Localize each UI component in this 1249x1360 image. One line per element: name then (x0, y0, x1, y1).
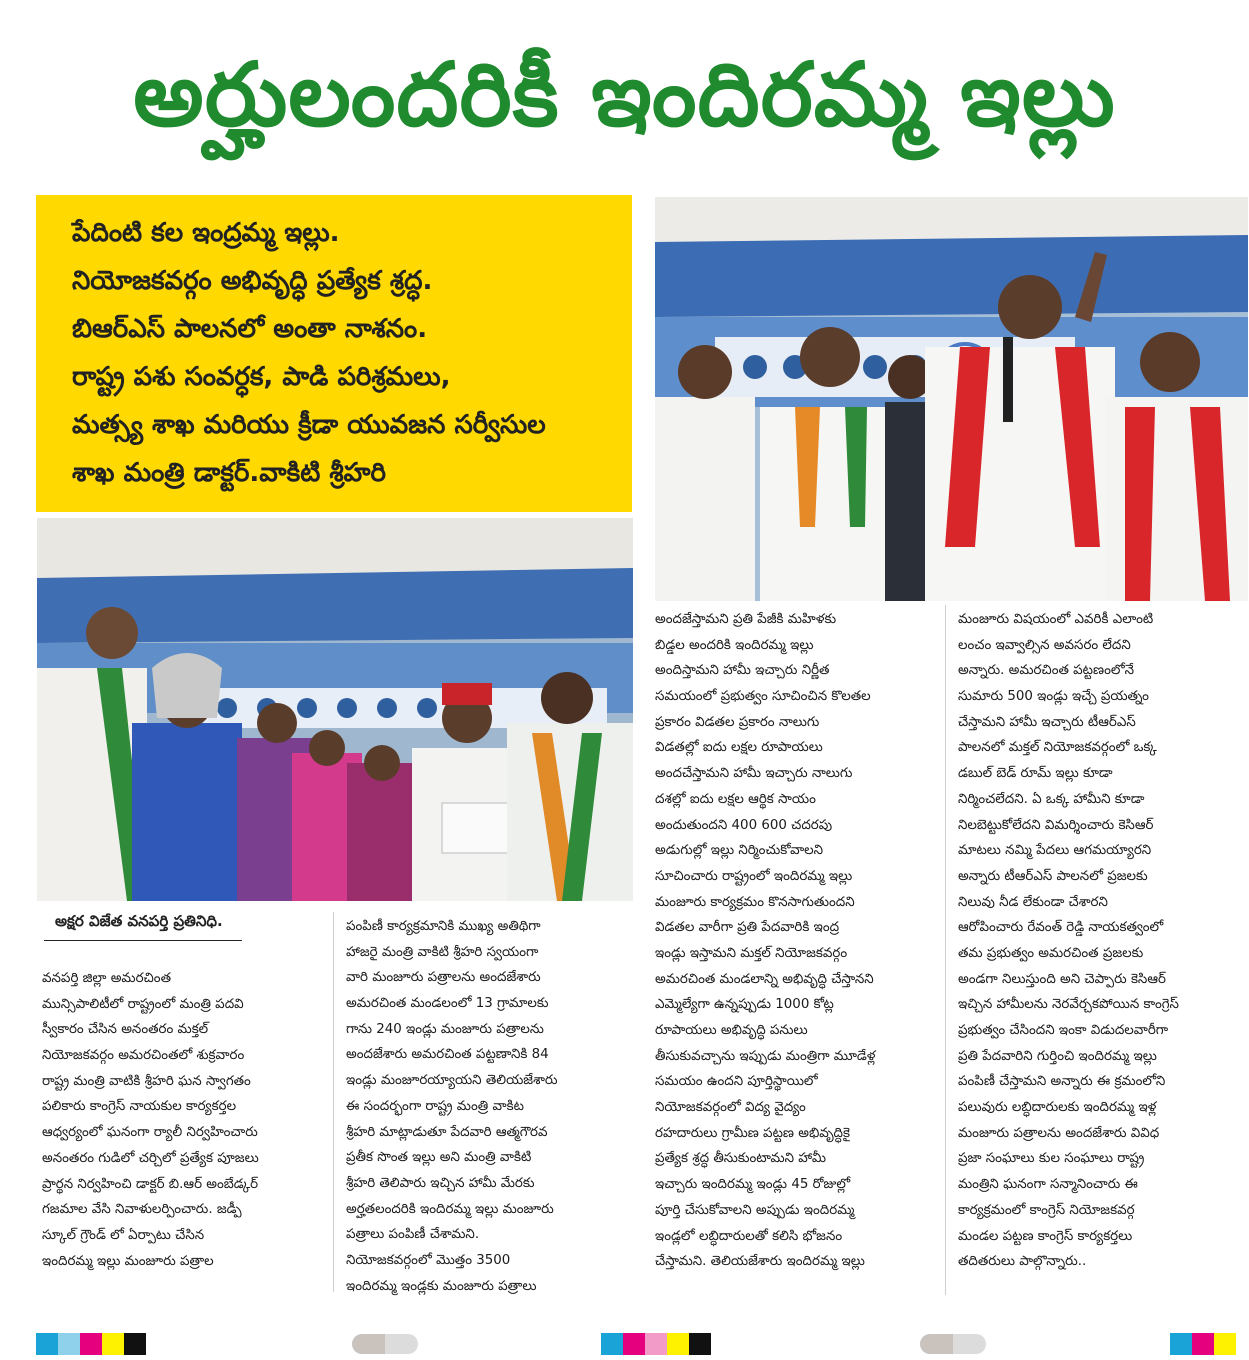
text-line: శ్రీహరి మాట్లాడుతూ పేదవారి ఆత్మగౌరవ (346, 1124, 548, 1140)
text-line: ఆధ్వర్యంలో ఘనంగా ర్యాలీ నిర్వహించారు (42, 1125, 258, 1141)
text-line: అనంతరం గుడిలో చర్చిలో ప్రత్యేక పూజలు (42, 1150, 259, 1166)
text-line: ఎమ్మెల్యేగా ఉన్నప్పుడు 1000 కోట్ల (655, 997, 834, 1013)
article-column-2 (346, 914, 636, 1299)
text-line: అర్హతలందరికి ఇందిరమ్మ ఇల్లు మంజూరు (346, 1201, 554, 1217)
registration-swatch (601, 1333, 623, 1355)
text-line: ప్రార్థన నిర్వహించి డాక్టర్ బి.ఆర్ అంబేడ్కర్ (42, 1176, 259, 1192)
text-line: చేస్తామని. తెలియజేశారు ఇందిరమ్మ ఇల్లు (655, 1254, 865, 1270)
text-line: పూర్తి చేసుకోవాలని అప్పుడు ఇందిరమ్మ (655, 1202, 855, 1218)
text-line: ప్రతి పేదవారిని గుర్తించి ఇందిరమ్మ ఇల్లు (958, 1048, 1157, 1064)
registration-swatch (80, 1333, 102, 1355)
text-line: మంజూరు విషయంలో ఎవరికీ ఎలాంటి (958, 612, 1154, 627)
text-line: అన్నారు టీఆర్ఎస్ పాలనలో ప్రజలకు (958, 868, 1148, 884)
text-line: నియోజకవర్గం అమరచింతలో శుక్రవారం (42, 1048, 245, 1064)
text-line: వారి మంజూరు పత్రాలను అందజేశారు (346, 970, 541, 986)
text-line: అండగా నిలుస్తుంది అని చెప్పారు కెసిఆర్ (958, 971, 1166, 987)
registration-swatch (102, 1333, 124, 1355)
text-line: తదితరులు పాల్గొన్నారు.. (958, 1254, 1087, 1270)
article-column-1 (42, 966, 322, 1274)
text-line: వనపర్తి జిల్లా అమరచింత (42, 971, 171, 986)
column-divider (333, 912, 334, 1292)
text-line: అందచేస్తామని హామీ ఇచ్చారు నాలుగు (655, 766, 853, 782)
text-line: పాలనలో మక్తల్ నియోజకవర్గంలో ఒక్క (958, 740, 1157, 756)
text-line: నియోజకవర్గంలో మొత్తం 3500 (346, 1252, 511, 1268)
text-line: ఈ సందర్భంగా రాష్ట్ర మంత్రి వాకిట (346, 1098, 524, 1114)
text-line: నిర్మించలేదని. ఏ ఒక్క హామీని కూడా (958, 791, 1145, 807)
text-line: నిలువు నీడ లేకుండా చేశారని (958, 894, 1108, 910)
text-line: లంచం ఇవ్వాల్సిన అవసరం లేదని (958, 637, 1131, 653)
text-line: ఇచ్చారు ఇందిరమ్మ ఇండ్లు 45 రోజుల్లో (655, 1177, 851, 1193)
text-line: విడతల వారీగా ప్రతి పేదవారికి ఇంద్ర (655, 920, 840, 936)
text-line: విడతల్లో ఐదు లక్షల రూపాయలు (655, 740, 823, 756)
registration-swatch (689, 1333, 711, 1355)
text-line: మంజూరు కార్యక్రమం కొనసాగుతుందని (655, 894, 855, 910)
registration-swatch (124, 1333, 146, 1355)
text-line: సూచించారు రాష్ట్రంలో ఇందిరమ్మ ఇల్లు (655, 868, 853, 884)
text-line: ఇందిరమ్మ ఇండ్లకు మంజూరు పత్రాలు (346, 1278, 537, 1294)
text-line: నియోజకవర్గంలో విద్య వైద్యం (655, 1100, 806, 1116)
text-line: డబుల్ బెడ్ రూమ్ ఇల్లు కూడా (958, 766, 1113, 782)
text-line: పంపిణీ కార్యక్రమానికి ముఖ్య అతిథిగా (346, 919, 541, 934)
highlight-line: బిఆర్ఎస్ పాలనలో అంతా నాశనం. (72, 314, 428, 344)
text-line: సమయంలో ప్రభుత్వం సూచించిన కొలతల (655, 689, 871, 705)
registration-swatch (645, 1333, 667, 1355)
highlight-line: మత్స్య శాఖ మరియు క్రీడా యువజన సర్వీసుల (72, 410, 546, 440)
text-line: అడుగుల్లో ఇల్లు నిర్మించుకోవాలని (655, 843, 823, 859)
text-line: శ్రీహరి తెలిపారు ఇచ్చిన హామీ మేరకు (346, 1175, 535, 1191)
highlight-line: శాఖ మంత్రి డాక్టర్.వాకిటి శ్రీహరి (72, 458, 386, 488)
text-line: ఇండ్లు ఇస్తామని మక్తల్ నియోజకవర్గం (655, 945, 848, 961)
highlight-line: పేదింటి కల ఇంద్రమ్మ ఇల్లు. (72, 218, 340, 248)
headline: అర్హులందరికీ ఇందిరమ్మ ఇల్లు (133, 43, 1116, 146)
photo-minister-speech (655, 197, 1248, 601)
registration-swatch (36, 1333, 58, 1355)
text-line: ఇచ్చిన హామీలను నెరవేర్చకపోయిన కాంగ్రెస్ (958, 997, 1179, 1013)
byline: అక్షర విజేత వనపర్తి ప్రతినిధి. (55, 912, 223, 930)
text-line: పంపిణీ చేస్తామని అన్నారు ఈ క్రమంలోని (958, 1074, 1166, 1090)
text-line: ప్రతీక సొంత ఇల్లు అని మంత్రి వాకిటి (346, 1150, 532, 1166)
text-line: రాష్ట్ర మంత్రి వాటికి శ్రీహరి ఘన స్వాగతం (42, 1073, 251, 1089)
registration-marks-left (36, 1333, 146, 1355)
text-line: ప్రభుత్వం చేసిందని ఇంకా విడుదలవారీగా (958, 1023, 1169, 1038)
registration-marks-center (601, 1333, 711, 1355)
text-line: పత్రాలు పంపిణీ చేశామని. (346, 1227, 480, 1243)
article-column-3 (655, 607, 940, 1275)
registration-swatch (1170, 1333, 1192, 1355)
photo-distribution (37, 518, 633, 901)
text-line: మాటలు నమ్మి పేదలు ఆగమయ్యారని (958, 843, 1152, 859)
text-line: తీసుకువచ్చాను ఇప్పుడు మంత్రిగా మూడేళ్ల (655, 1048, 876, 1064)
text-line: గాను 240 ఇండ్లు మంజూరు పత్రాలను (346, 1021, 544, 1037)
registration-pill (920, 1334, 986, 1354)
text-line: రహదారులు గ్రామీణ పట్టణ అభివృద్ధికై (655, 1125, 850, 1141)
text-line: ఆరోపించారు రేవంత్ రెడ్డి నాయకత్వంలో (958, 920, 1164, 936)
text-line: అందజేస్తామని ప్రతి పేజీకి మహిళకు (655, 612, 837, 627)
registration-swatch (1192, 1333, 1214, 1355)
text-line: అందజేశారు అమరచింత పట్టణానికి 84 (346, 1047, 549, 1063)
text-line: ప్రకారం విడతల ప్రకారం నాలుగు (655, 714, 820, 730)
text-line: మంత్రిని ఘనంగా సన్మానించారు ఈ (958, 1177, 1138, 1193)
text-line: తమ ప్రభుత్వం అమరచింత ప్రజలకు (958, 945, 1144, 961)
text-line: సమయం ఉందని పూర్తిస్థాయిలో (655, 1074, 818, 1090)
text-line: అమరచింత మండలంలో 13 గ్రామాలకు (346, 996, 549, 1012)
text-line: చేస్తామని హామీ ఇచ్చారు టీఆర్ఎస్ (958, 714, 1136, 730)
text-line: మండల పట్టణ కాంగ్రెస్ కార్యకర్తలు (958, 1228, 1133, 1244)
photo-minister-speech-illustration (655, 197, 1248, 601)
registration-swatch (667, 1333, 689, 1355)
registration-swatch (58, 1333, 80, 1355)
highlight-line: రాష్ట్ర పశు సంవర్ధక, పాడి పరిశ్రమలు, (72, 362, 451, 392)
text-line: ఇందిరమ్మ ఇల్లు మంజూరు పత్రాల (42, 1253, 214, 1269)
text-line: అందిస్తామని హామీ ఇచ్చారు నిర్ణీత (655, 663, 830, 679)
photo-distribution-illustration (37, 518, 633, 901)
registration-swatch (623, 1333, 645, 1355)
text-line: అన్నారు. అమరచింత పట్టణంలోనే (958, 663, 1135, 679)
text-line: ప్రజా సంఘాలు కుల సంఘాలు రాష్ట్ర (958, 1151, 1145, 1167)
text-line: మున్సిపాలిటీలో రాష్ట్రంలో మంత్రి పదవి (42, 996, 244, 1012)
text-line: రూపాయలు అభివృద్ధి పనులు (655, 1023, 808, 1038)
registration-swatch (1214, 1333, 1236, 1355)
text-line: పలువురు లబ్ధిదారులకు ఇందిరమ్మ ఇళ్ల (958, 1100, 1157, 1116)
highlight-line: నియోజకవర్గం అభివృద్ధి ప్రత్యేక శ్రద్ధ. (72, 266, 433, 296)
text-line: పలికారు కాంగ్రెస్ నాయకుల కార్యకర్తల (42, 1099, 237, 1115)
text-line: కార్యక్రమంలో కాంగ్రెస్ నియోజకవర్గ (958, 1202, 1135, 1218)
highlight-box (36, 195, 632, 512)
column-divider (945, 605, 946, 1295)
text-line: స్కూల్ గ్రౌండ్ లో ఏర్పాటు చేసిన (42, 1227, 205, 1243)
text-line: స్వీకారం చేసిన అనంతరం మక్తల్ (42, 1022, 209, 1038)
text-line: దశల్లో ఐదు లక్షల ఆర్థిక సాయం (655, 791, 816, 807)
text-line: హాజరై మంత్రి వాకిటి శ్రీహరి స్వయంగా (346, 944, 539, 960)
text-line: అమరచింత మండలాన్ని అభివృద్ధి చేస్తానని (655, 971, 874, 987)
registration-pill (352, 1334, 418, 1354)
registration-marks-right (1170, 1333, 1236, 1355)
byline-rule (44, 940, 242, 941)
text-line: నిలబెట్టుకోలేదని విమర్శించారు కెసిఆర్ (958, 817, 1154, 833)
text-line: సుమారు 500 ఇండ్లు ఇచ్చే ప్రయత్నం (958, 689, 1149, 705)
text-line: గజమాల వేసి నివాళులర్పించారు. జడ్పీ (42, 1202, 242, 1218)
text-line: ఇండ్లు మంజూరయ్యాయని తెలియజేశారు (346, 1073, 558, 1089)
text-line: అందుతుందని 400 600 చదరపు (655, 817, 833, 833)
text-line: మంజూరు పత్రాలను అందజేశారు వివిధ (958, 1125, 1160, 1141)
article-column-4 (958, 607, 1243, 1275)
text-line: ఇండ్లలో లబ్ధిదారులతో కలిసి భోజనం (655, 1228, 843, 1244)
text-line: ప్రత్యేక శ్రద్ధ తీసుకుంటామని హామీ (655, 1151, 827, 1167)
text-line: బిడ్డల అందరికి ఇందిరమ్మ ఇల్లు (655, 637, 814, 653)
